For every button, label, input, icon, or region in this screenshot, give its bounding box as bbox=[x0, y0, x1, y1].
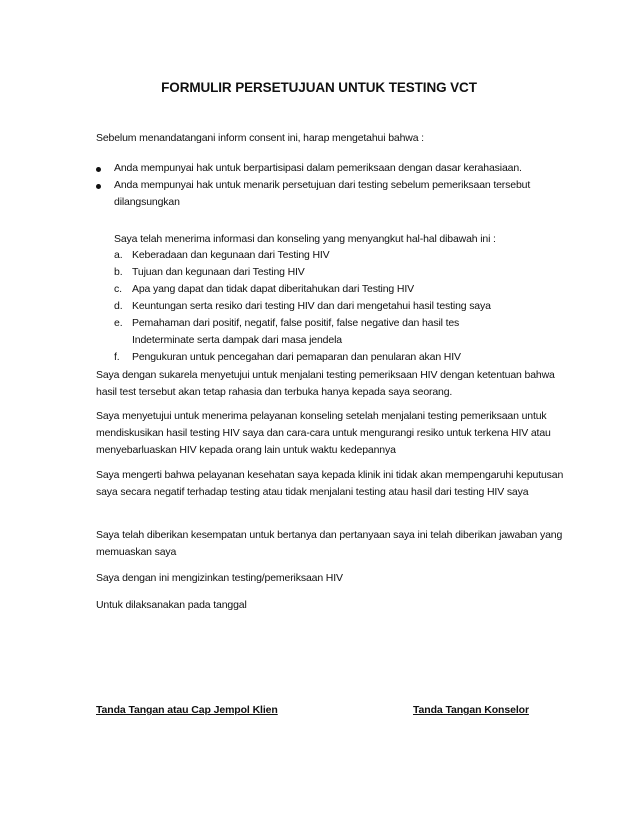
info-list bbox=[96, 247, 576, 366]
list-item-text: Pemahaman dari positif, negatif, false positif, false negative dan hasil tes Indeterminate serta dampak dari masa jendela bbox=[132, 317, 460, 346]
list-item bbox=[96, 315, 502, 349]
list-item bbox=[96, 281, 576, 298]
authorization-paragraph: Saya dengan ini mengizinkan testing/pemeriksaan HIV bbox=[96, 572, 343, 584]
list-item-text: Keuntungan serta resiko dari testing HIV dan dari mengetahui hasil testing saya bbox=[132, 300, 491, 312]
list-marker: e. bbox=[114, 317, 123, 329]
list-item-text: Pengukuran untuk pencegahan dari pemaparan dan penularan akan HIV bbox=[132, 351, 461, 363]
list-item bbox=[96, 177, 559, 211]
intro-text: Sebelum menandatangani inform consent ini, harap mengetahui bahwa : bbox=[96, 132, 424, 144]
list-item-text: Anda mempunyai hak untuk berpartisipasi dalam pemeriksaan dengan dasar kerahasiaan. bbox=[114, 162, 522, 174]
counseling-paragraph: Saya menyetujui untuk menerima pelayanan konseling setelah menjalani testing pemeriksaan untuk mendiskusikan hasil testing HIV saya dan cara-cara untuk mengurangi resiko untuk terkena HIV atau menyebarluaskan HIV kepada orang lain untuk waktu kedepannya bbox=[96, 410, 551, 456]
questions-paragraph: Saya telah diberikan kesempatan untuk bertanya dan pertanyaan saya ini telah diberikan jawaban yang memuaskan saya bbox=[96, 529, 563, 558]
list-marker: c. bbox=[114, 283, 122, 295]
bullet-icon bbox=[96, 184, 101, 189]
list-item-text: Anda mempunyai hak untuk menarik persetujuan dari testing sebelum pemeriksaan tersebut dilangsungkan bbox=[114, 179, 531, 208]
info-intro-text: Saya telah menerima informasi dan konseling yang menyangkut hal-hal dibawah ini : bbox=[114, 233, 496, 245]
service-paragraph: Saya mengerti bahwa pelayanan kesehatan saya kepada klinik ini tidak akan mempengaruhi keputusan saya secara negatif terhadap testing atau tidak menjalani testing atau hasil dari testing HIV saya bbox=[96, 469, 564, 498]
list-item bbox=[96, 349, 576, 366]
counselor-signature-label: Tanda Tangan Konselor bbox=[413, 704, 529, 716]
list-item bbox=[96, 298, 576, 315]
page-title: FORMULIR PERSETUJUAN UNTUK TESTING VCT bbox=[161, 80, 477, 95]
list-marker: b. bbox=[114, 266, 123, 278]
list-item bbox=[96, 247, 576, 264]
date-paragraph: Untuk dilaksanakan pada tanggal bbox=[96, 599, 247, 611]
list-item bbox=[96, 160, 576, 177]
list-item-text: Tujuan dan kegunaan dari Testing HIV bbox=[132, 266, 305, 278]
list-marker: d. bbox=[114, 300, 123, 312]
list-item-text: Apa yang dapat dan tidak dapat diberitahukan dari Testing HIV bbox=[132, 283, 414, 295]
list-marker: a. bbox=[114, 249, 123, 261]
bullet-icon bbox=[96, 167, 101, 172]
rights-list bbox=[96, 160, 576, 211]
client-signature-label: Tanda Tangan atau Cap Jempol Klien bbox=[96, 704, 278, 716]
list-item-text: Keberadaan dan kegunaan dari Testing HIV bbox=[132, 249, 330, 261]
list-marker: f. bbox=[114, 351, 120, 363]
consent-paragraph: Saya dengan sukarela menyetujui untuk menjalani testing pemeriksaan HIV dengan ketentuan bahwa hasil test tersebut akan tetap rahasia dan terbuka hanya kepada saya seorang. bbox=[96, 369, 555, 398]
list-item bbox=[96, 264, 576, 281]
